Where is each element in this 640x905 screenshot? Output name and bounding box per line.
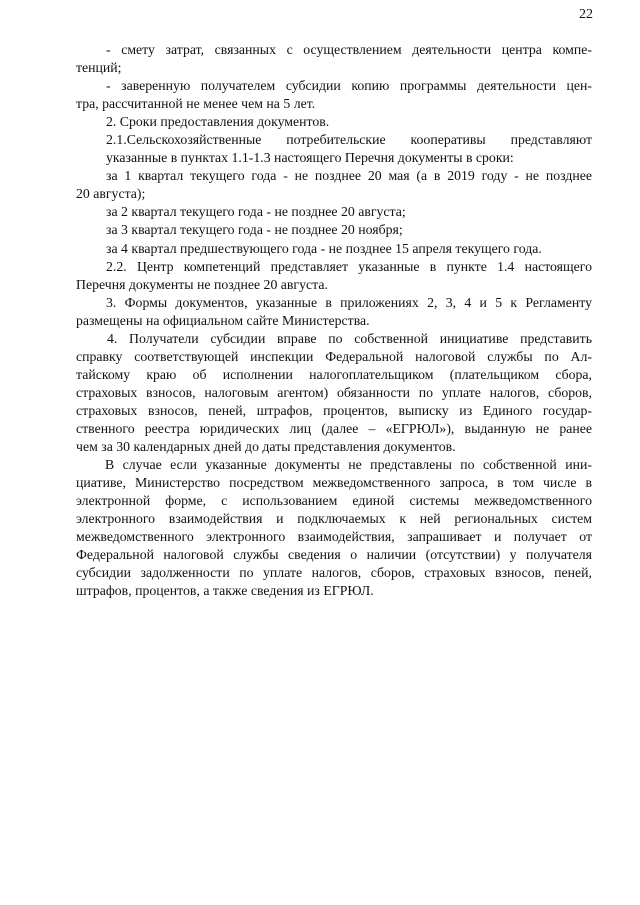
text-line: электронной форме, с использованием единой системы межведомственного [76,493,592,509]
text-line: за 2 квартал текущего года - не позднее 20 августа; [106,204,406,220]
text-line: циативе, Министерство посредством межведомственного запроса, в том числе в [76,475,592,491]
text-line: указанные в пунктах 1.1-1.3 настоящего Перечня документы в сроки: [106,150,514,166]
document-body [76,41,592,600]
text-line: Перечня документы не позднее 20 августа. [76,276,328,292]
text-line: 4. Получатели субсидии вправе по собственной инициативе представить [107,330,592,346]
text-line: - смету затрат, связанных с осуществлением деятельности центра компе- [106,42,592,57]
text-line: тра, рассчитанной не менее чем на 5 лет. [76,96,316,112]
text-line: 3. Формы документов, указанные в приложениях 2, 3, 4 и 5 к Регламенту [106,294,592,310]
page-number: 22 [579,7,593,22]
text-line: за 4 квартал предшествующего года - не позднее 15 апреля текущего года. [106,240,542,256]
text-line: 2. Сроки предоставления документов. [106,114,330,130]
text-line: В случае если указанные документы не представлены по собственной ини- [105,457,592,473]
text-line: 2.2. Центр компетенций представляет указанные в пункте 1.4 настоящего [106,258,592,274]
text-line: - заверенную получателем субсидии копию программы деятельности цен- [106,78,592,94]
text-line: штрафов, процентов, а также сведения из ЕГРЮЛ. [76,583,374,599]
text-line: 20 августа); [76,186,146,202]
text-line: размещены на официальном сайте Министерства. [76,312,370,328]
text-line: справку соответствующей инспекции Федеральной налоговой службы по Ал- [76,348,592,364]
text-line: страховых взносов, налоговым агентом) обязанности по уплате налогов, сборов, [76,384,592,400]
text-line: за 1 квартал текущего года - не позднее 20 мая (а в 2019 году - не позднее [106,168,592,184]
text-line: Федеральной налоговой службы сведения о наличии (отсутствии) у получателя [76,547,592,563]
text-line: тайскому краю об исполнении налогоплательщиком (плательщиком сбора, [76,366,592,382]
text-line: страховых взносов, пеней, штрафов, процентов, выписку из Единого государ- [76,402,592,418]
text-line: субсидии задолженности по уплате налогов, сборов, страховых взносов, пеней, [76,565,592,581]
text-line: электронного взаимодействия и подключаемых к ней региональных систем [76,511,592,527]
text-line: ственного реестра юридических лиц (далее – «ЕГРЮЛ»), выданную не ранее [76,420,592,436]
text-line: 2.1.Сельскохозяйственные потребительские кооперативы представляют [106,132,592,148]
text-line: за 3 квартал текущего года - не позднее 20 ноября; [106,222,403,238]
text-line: чем за 30 календарных дней до даты представления документов. [76,439,456,455]
text-line: тенций; [76,60,122,76]
text-line: межведомственного электронного взаимодействия, запрашивает и получает от [76,529,592,545]
